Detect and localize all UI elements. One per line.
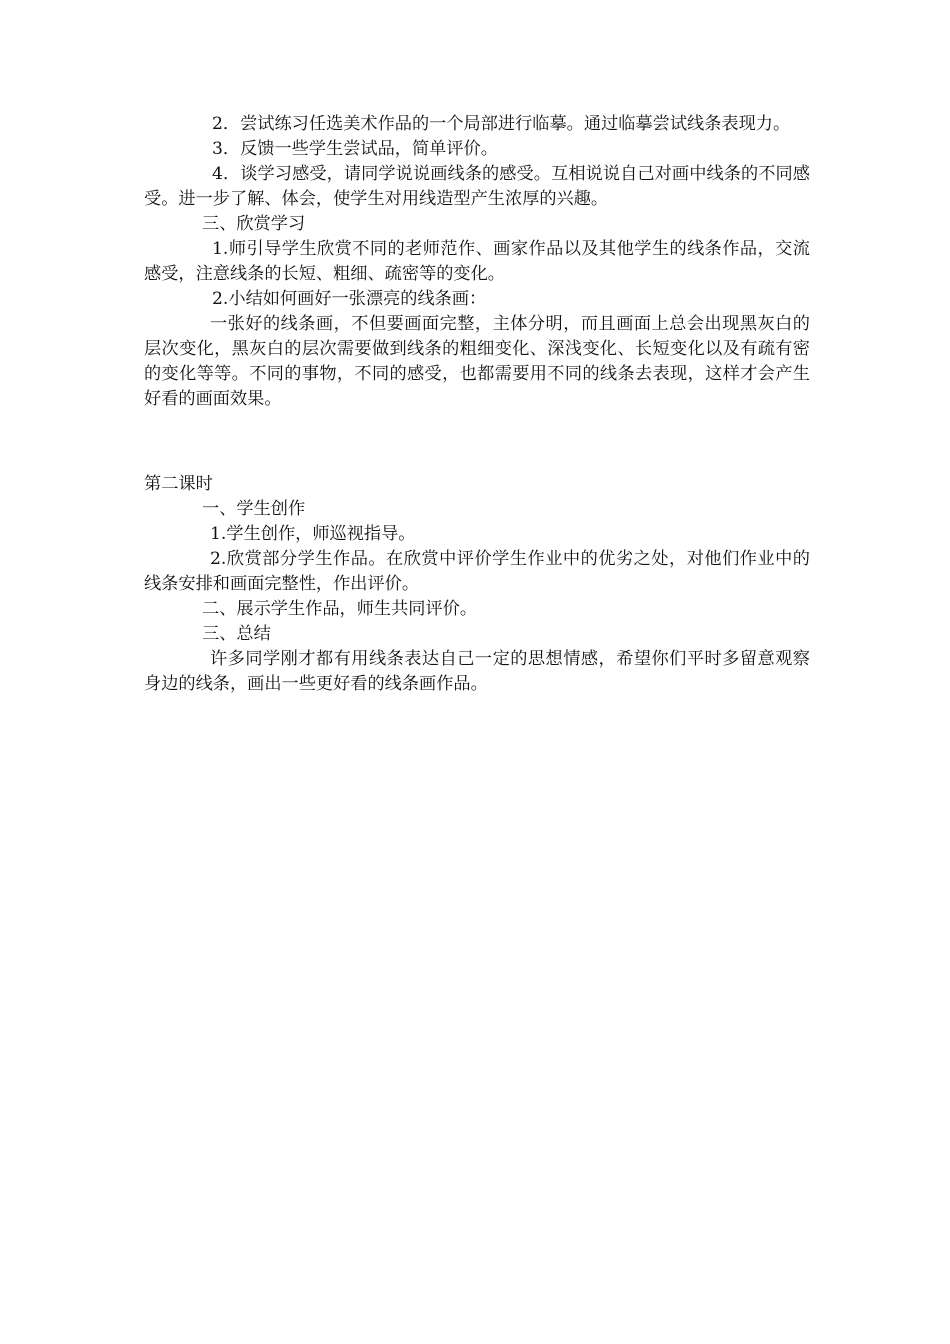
paragraph-practice: 2．尝试练习任选美术作品的一个局部进行临摹。通过临摹尝试线条表现力。 <box>212 114 791 134</box>
paragraph-summary-intro: 2.小结如何画好一张漂亮的线条画： <box>212 289 487 309</box>
heading-appreciation: 三、欣赏学习 <box>202 214 306 234</box>
heading-creation: 一、学生创作 <box>202 499 306 519</box>
section-gap <box>144 412 810 472</box>
paragraph-creation: 1.学生创作，师巡视指导。 <box>210 524 416 544</box>
paragraph-feedback: 3．反馈一些学生尝试品，简单评价。 <box>212 139 498 159</box>
document-page <box>144 112 810 697</box>
lesson-title: 第二课时 <box>144 474 213 494</box>
heading-conclusion: 三、总结 <box>202 624 271 644</box>
paragraph-summary: 一张好的线条画，不但要画面完整，主体分明，而且画面上总会出现黑灰白的层次变化，黑灰白的层次需要做到线条的粗细变化、深浅变化、长短变化以及有疏有密的变化等等。不同的事物，不同的感受，也都需要用不同的线条去表现，这样才会产生好看的画面效果。 <box>144 314 810 409</box>
paragraph-evaluation: 2.欣赏部分学生作品。在欣赏中评价学生作业中的优劣之处，对他们作业中的线条安排和画面完整性，作出评价。 <box>144 549 810 594</box>
paragraph-feelings: 4．谈学习感受，请同学说说画线条的感受。互相说说自己对画中线条的不同感受。进一步了解、体会，使学生对用线造型产生浓厚的兴趣。 <box>144 164 810 209</box>
paragraph-conclusion: 许多同学刚才都有用线条表达自己一定的思想情感，希望你们平时多留意观察身边的线条，画出一些更好看的线条画作品。 <box>144 649 810 694</box>
paragraph-guide-appreciation: 1.师引导学生欣赏不同的老师范作、画家作品以及其他学生的线条作品，交流感受，注意线条的长短、粗细、疏密等的变化。 <box>144 239 810 284</box>
heading-display: 二、展示学生作品，师生共同评价。 <box>202 599 478 619</box>
